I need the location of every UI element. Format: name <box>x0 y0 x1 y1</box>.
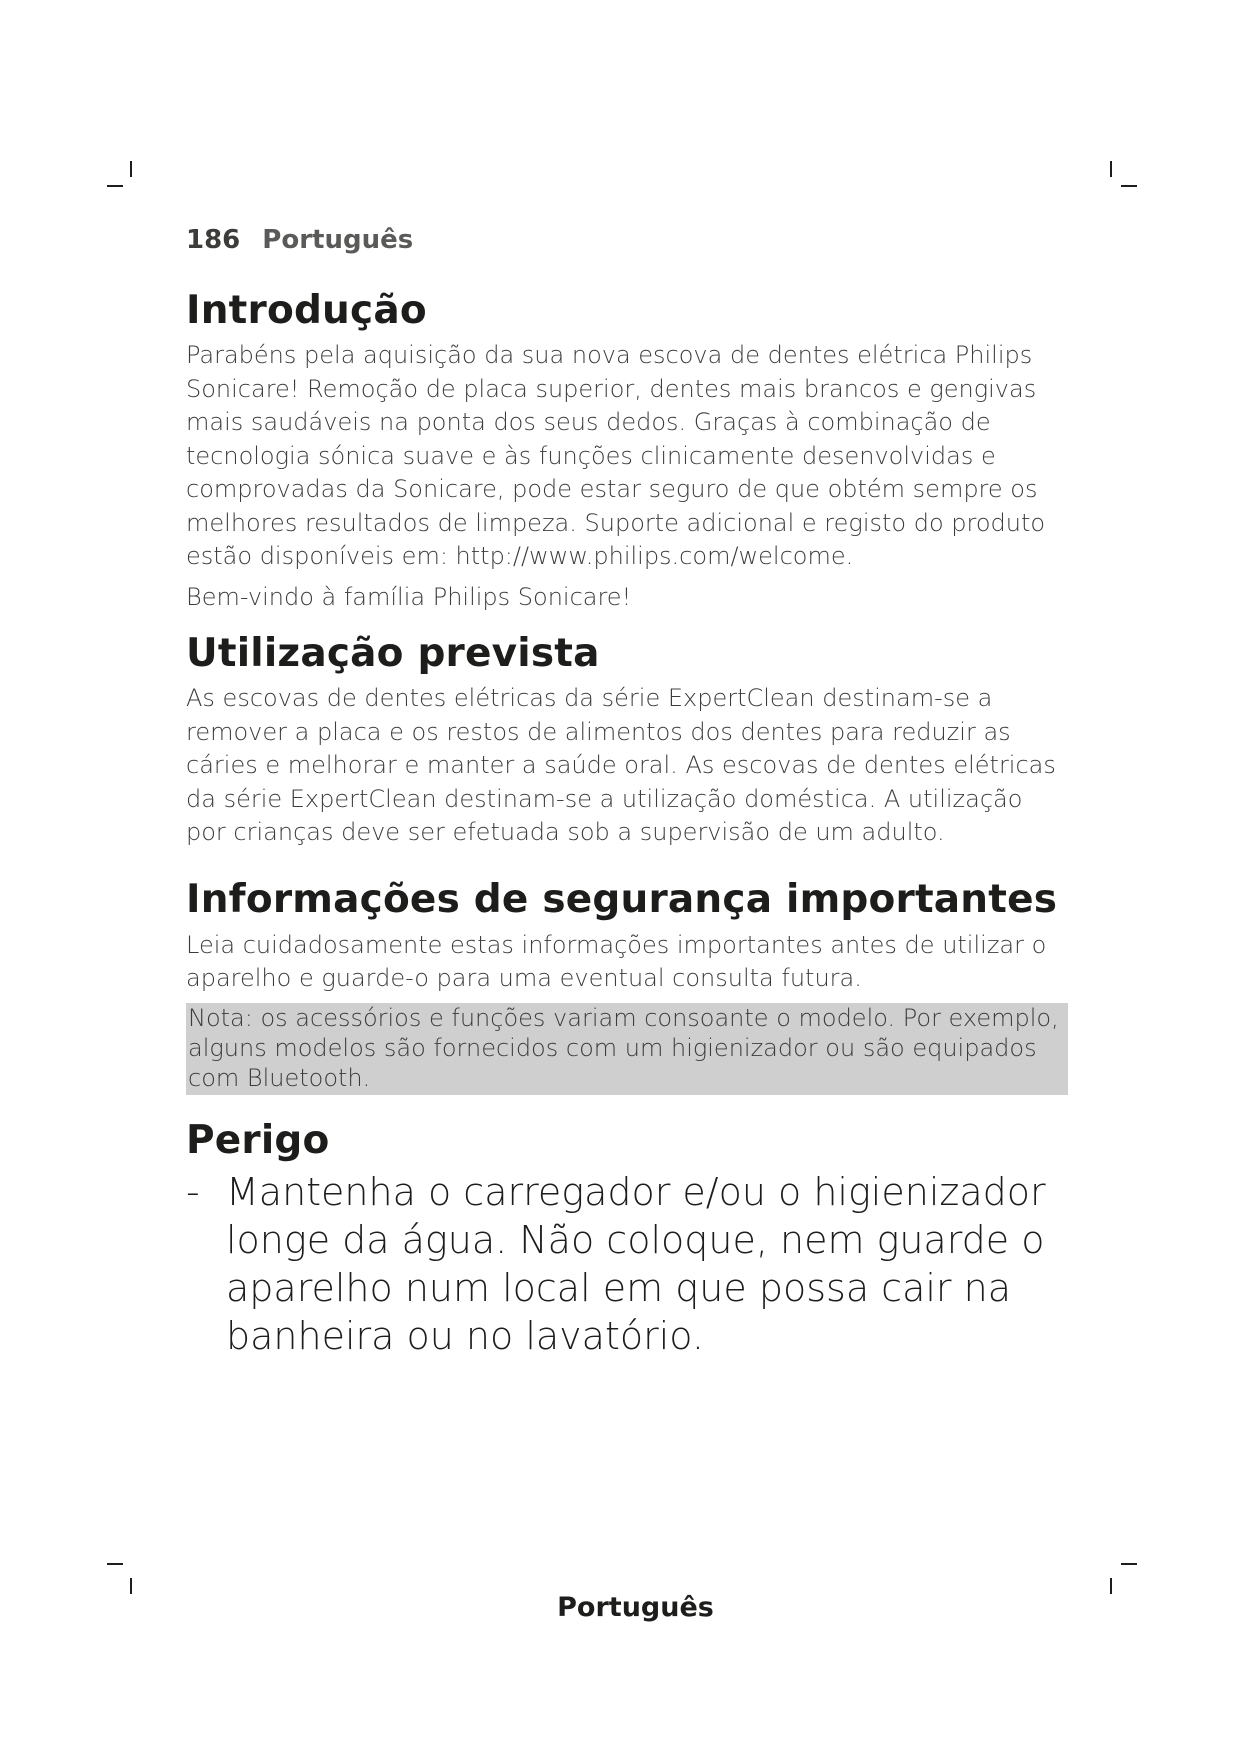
page-number: 186 <box>186 225 241 255</box>
intended-use-paragraph: As escovas de dentes elétricas da série ExpertClean destinam-se a remover a placa e os restos de alimentos dos dentes para reduzir as cáries e melhorar e manter a saúde oral. As escovas de dentes elétricas da série ExpertClean destinam-se a utilização doméstica. A utilização por crianças deve ser efetuada sob a supervisão de um adulto. <box>186 684 1056 846</box>
bullet-dash: - <box>186 1169 200 1214</box>
crop-mark-top-right-h <box>1121 185 1137 187</box>
footer-language: Português <box>557 1592 714 1623</box>
header-language: Português <box>262 225 414 255</box>
intro-heading: Introdução <box>186 288 427 333</box>
document-page <box>186 222 1066 1360</box>
danger-list-item <box>186 1168 1106 1360</box>
danger-heading: Perigo <box>186 1117 330 1163</box>
safety-heading: Informações de segurança importantes <box>186 876 1058 922</box>
safety-paragraph: Leia cuidadosamente estas informações importantes antes de utilizar o aparelho e guarde-o para uma eventual consulta futura. <box>186 930 1047 992</box>
crop-mark-top-left-v <box>130 161 132 177</box>
note-box: Nota: os acessórios e funções variam consoante o modelo. Por exemplo, alguns modelos são fornecidos com um higienizador ou são equipados com Bluetooth. <box>186 1003 1068 1095</box>
crop-mark-top-left-h <box>107 185 123 187</box>
crop-mark-top-right-v <box>1110 161 1112 177</box>
intended-use-heading: Utilização prevista <box>186 631 600 676</box>
crop-mark-bottom-right-h <box>1121 1563 1137 1565</box>
danger-item-text: Mantenha o carregador e/ou o higienizador longe da água. Não coloque, nem guarde o aparelho num local em que possa cair na banheira ou no lavatório. <box>226 1169 1046 1358</box>
welcome-line: Bem-vindo à família Philips Sonicare! <box>186 582 632 611</box>
crop-mark-bottom-left-h <box>107 1563 123 1565</box>
running-head <box>186 222 1066 262</box>
intro-paragraph: Parabéns pela aquisição da sua nova escova de dentes elétrica Philips Sonicare! Remoção de placa superior, dentes mais brancos e gengivas mais saudáveis na ponta dos seus dedos. Graças à combinação de tecnologia sónica suave e às funções clinicamente desenvolvidas e comprovadas da Sonicare, pode estar seguro de que obtém sempre os melhores resultados de limpeza. Suporte adicional e registo do produto estão disponíveis em: http://www.philips.com/welcome. <box>186 341 1046 570</box>
